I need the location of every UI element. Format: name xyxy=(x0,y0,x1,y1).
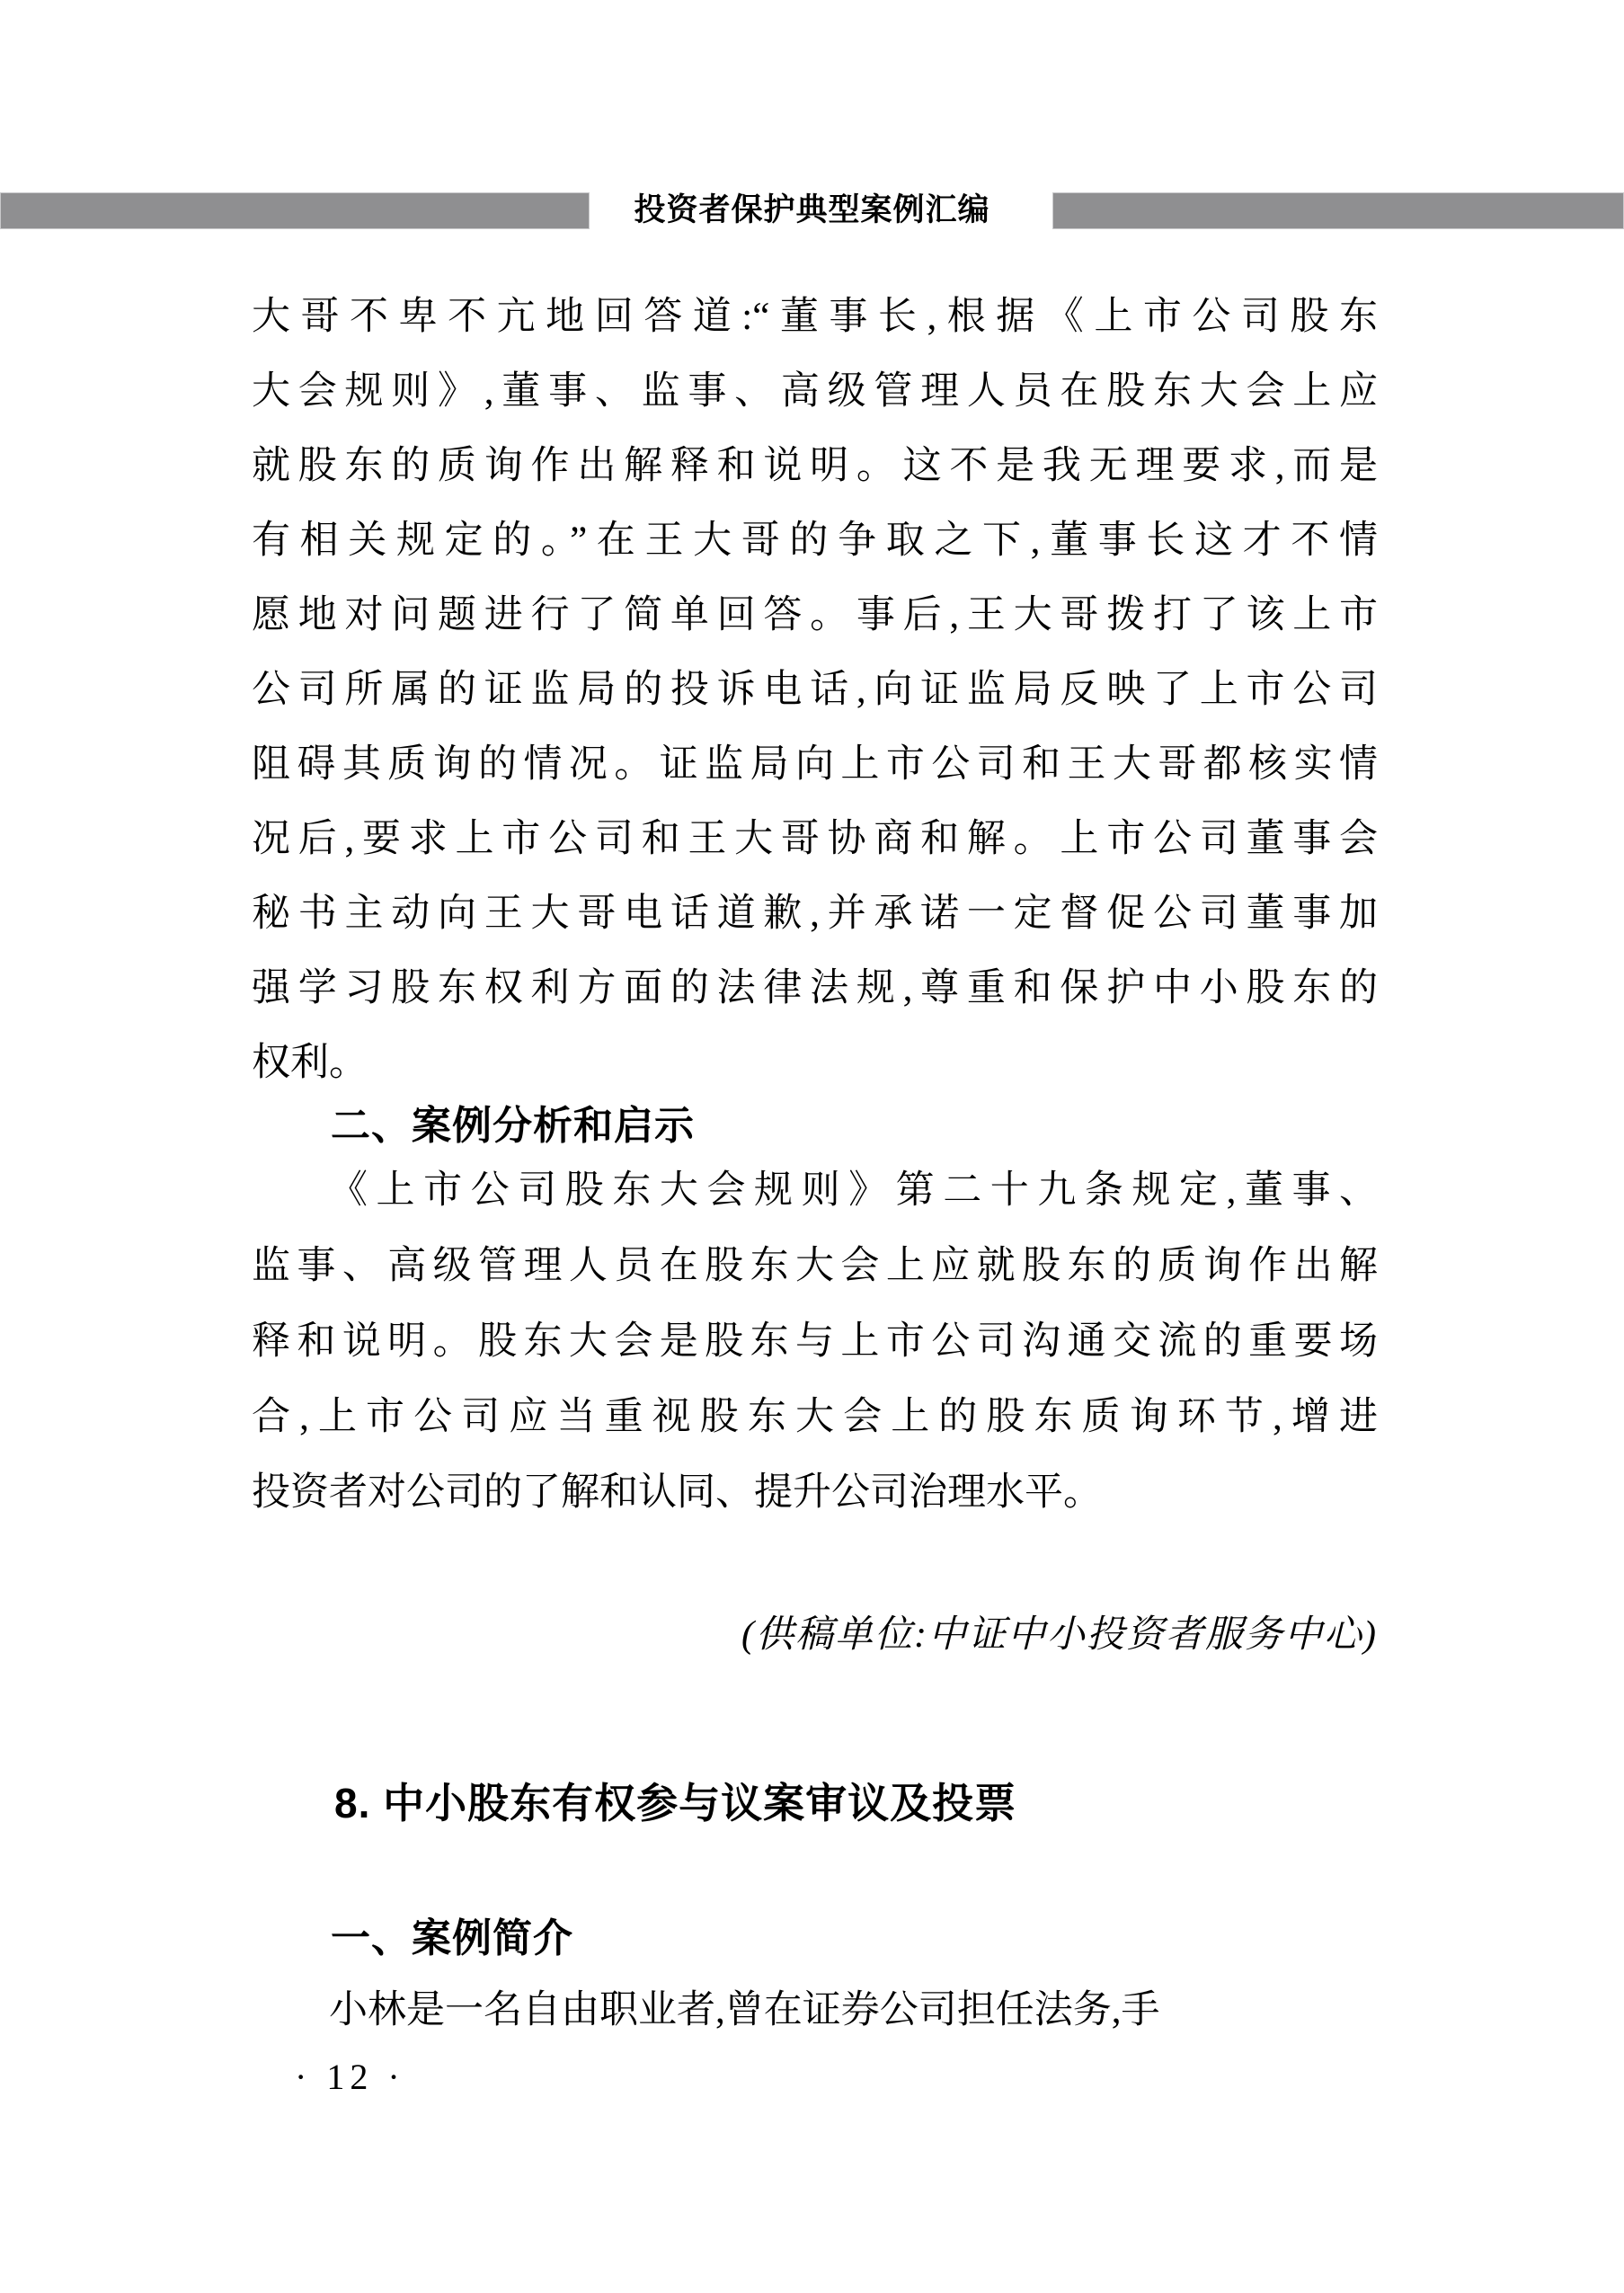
section-heading-analysis: 二、案例分析和启示 xyxy=(331,1104,695,1148)
text-line: 《上市公司股东大会规则》第二十九条规定,董事、 xyxy=(329,1169,1378,1212)
contribution-credit: (供稿单位:中证中小投资者服务中心) xyxy=(741,1614,1378,1656)
text-line: 监事、高级管理人员在股东大会上应就股东的质询作出解 xyxy=(252,1245,1378,1287)
text-line: 大哥不卑不亢地回答道:“董事长,根据《上市公司股东 xyxy=(252,296,1378,338)
text-line: 公司所属的证监局的投诉电话,向证监局反映了上市公司 xyxy=(252,669,1378,711)
body-paragraph-3 xyxy=(252,1973,1378,2048)
text-line: 大会规则》,董事、监事、高级管理人员在股东大会上应 xyxy=(252,370,1378,413)
text-line: 愿地对问题进行了简单回答。事后,王大哥拨打了该上市 xyxy=(252,594,1378,636)
case-title: 8. 中小股东有权参与议案审议及投票 xyxy=(334,1780,1017,1826)
text-line: 阻碍其质询的情况。证监局向上市公司和王大哥都核实情 xyxy=(252,743,1378,786)
page-number: · 12 · xyxy=(295,2057,405,2097)
body-paragraph-2 xyxy=(252,1153,1378,1531)
text-line: 秘书主动向王大哥电话道歉,并承诺一定督促公司董事加 xyxy=(252,893,1378,935)
text-line: 合,上市公司应当重视股东大会上的股东质询环节,增进 xyxy=(252,1396,1378,1438)
text-line: 权利。 xyxy=(252,1042,368,1084)
text-line: 况后,要求上市公司和王大哥协商和解。上市公司董事会 xyxy=(252,818,1378,860)
text-line: 就股东的质询作出解释和说明。这不是我无理要求,而是 xyxy=(252,445,1378,487)
section-heading-intro: 一、案例简介 xyxy=(331,1916,573,1960)
text-line: 小林是一名自由职业者,曾在证券公司担任法务,手 xyxy=(329,1989,1160,2031)
running-head-title: 投资者保护典型案例汇编 xyxy=(634,192,990,227)
text-line: 有相关规定的。”在王大哥的争取之下,董事长这才不情 xyxy=(252,520,1378,562)
text-line: 强学习股东权利方面的法律法规,尊重和保护中小股东的 xyxy=(252,967,1378,1009)
text-line: 释和说明。股东大会是股东与上市公司沟通交流的重要场 xyxy=(252,1320,1378,1363)
text-line: 投资者对公司的了解和认同、提升公司治理水平。 xyxy=(252,1471,1102,1514)
body-paragraph-1 xyxy=(252,280,1378,1100)
